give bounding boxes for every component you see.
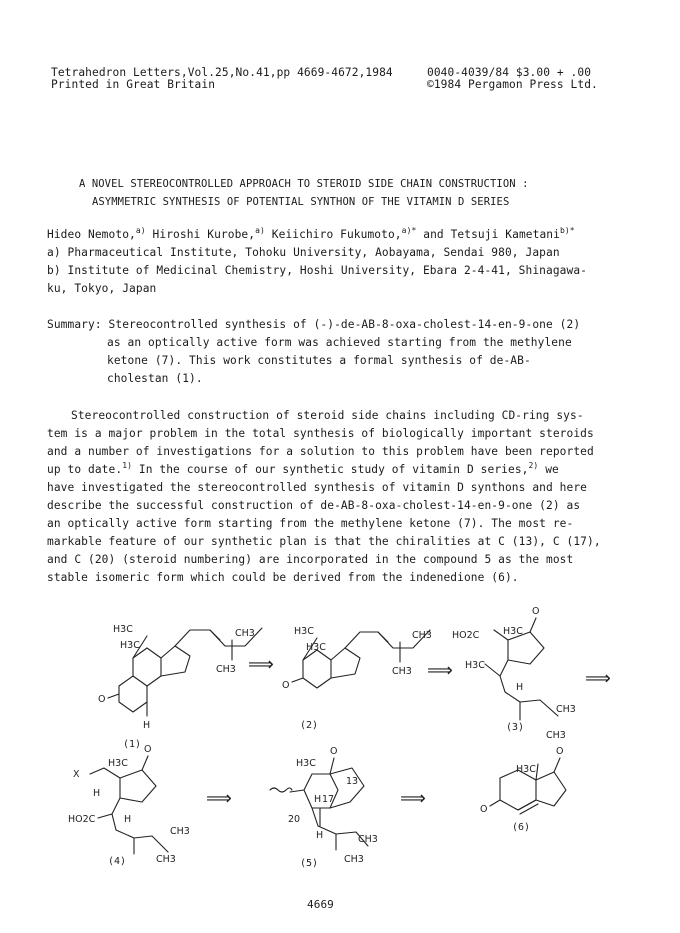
retro-arrow: ⟹	[427, 660, 453, 681]
h3c-label: H3C	[306, 642, 326, 653]
author-kurobe: Hiroshi Kurobe,	[145, 228, 256, 241]
author-affil-mark: a)	[135, 226, 146, 235]
body-line: and C (20) (steroid numbering) are incorporated in the compound 5 as the most	[47, 553, 574, 566]
oxygen-label: O	[480, 804, 488, 815]
page-number: 4669	[307, 898, 334, 911]
copyright: ©1984 Pergamon Press Ltd.	[427, 78, 598, 91]
affiliation-a: a) Pharmaceutical Institute, Tohoku University, Aobayama, Sendai 980, Japan	[47, 246, 560, 259]
h3c-label: H3C	[120, 640, 140, 651]
hydrogen-label: H	[143, 720, 151, 731]
compound-label-3: (3)	[506, 722, 525, 733]
compound-label-6: (6)	[512, 822, 531, 833]
body-line: Stereocontrolled construction of steroid side chains including CD-ring sys-	[71, 409, 584, 422]
ch3-label: CH3	[216, 664, 236, 675]
h3c-label: H3C	[108, 758, 128, 769]
summary-line-2: as an optically active form was achieved starting from the methylene	[107, 336, 572, 349]
affiliation-b-cont: ku, Tokyo, Japan	[47, 282, 157, 295]
summary-line-3: ketone (7). This work constitutes a formal synthesis of de-AB-	[107, 354, 531, 367]
x-label: X	[73, 769, 80, 780]
hydrogen-label: H	[316, 830, 324, 841]
h3c-label: H3C	[465, 660, 485, 671]
body-text: we	[538, 463, 559, 476]
body-line: tem is a major problem in the total synthesis of biologically important steroids	[47, 427, 594, 440]
compound-label-1: (1)	[123, 739, 142, 750]
hydrogen-label: H	[124, 814, 132, 825]
author-fukumoto: Keiichiro Fukumoto,	[264, 228, 402, 241]
ch3-label: CH3	[170, 826, 190, 837]
ch3-label: CH3	[358, 834, 378, 845]
carbon-number: 20	[288, 814, 301, 825]
ho2c-label: HO2C	[452, 630, 480, 641]
compound-1-structure	[98, 624, 262, 750]
compound-3-structure	[452, 606, 576, 741]
h3c-label: H3C	[294, 626, 314, 637]
body-line: stable isomeric form which could be derived from the indenedione (6).	[47, 571, 519, 584]
oxygen-label: O	[98, 694, 106, 705]
author-affil-mark: a)*	[401, 226, 417, 235]
body-line: describe the successful construction of de-AB-8-oxa-cholest-14-en-9-one (2) as	[47, 499, 581, 512]
compound-6-structure	[480, 746, 566, 833]
h3c-label: H3C	[516, 764, 536, 775]
hydrogen-label: H	[516, 682, 524, 693]
oxygen-label: O	[330, 746, 338, 757]
compound-label-2: (2)	[300, 720, 319, 731]
h3c-label: H3C	[113, 624, 133, 635]
body-line: markable feature of our synthetic plan is that the chiralities at C (13), C (17),	[47, 535, 601, 548]
affiliation-b: b) Institute of Medicinal Chemistry, Hoshi University, Ebara 2-4-41, Shinagawa-	[47, 264, 587, 277]
journal-citation: Tetrahedron Letters,Vol.25,No.41,pp 4669-4672,1984	[51, 66, 393, 79]
summary-line-4: cholestan (1).	[107, 372, 203, 385]
carbon-number: 17	[322, 794, 335, 805]
ch3-label: CH3	[156, 854, 176, 865]
oxygen-label: O	[282, 680, 290, 691]
hydrogen-label: H	[93, 788, 101, 799]
author-affil-mark: a)	[255, 226, 265, 235]
body-text: up to date.	[47, 463, 123, 476]
compound-label-5: (5)	[300, 858, 319, 869]
body-line: an optically active form starting from the methylene ketone (7). The most re-	[47, 517, 574, 530]
reference-mark: 2)	[528, 461, 539, 470]
compound-label-4: (4)	[108, 856, 127, 867]
paper-title-line-1: A NOVEL STEREOCONTROLLED APPROACH TO STEROID SIDE CHAIN CONSTRUCTION :	[79, 178, 529, 190]
ch3-label: CH3	[344, 854, 364, 865]
body-line: have investigated the stereocontrolled synthesis of vitamin D synthons and here	[47, 481, 587, 494]
compound-4-structure	[68, 744, 190, 867]
retro-arrow: ⟹	[400, 788, 426, 809]
ch3-label: CH3	[546, 730, 566, 741]
price-code: 0040-4039/84 $3.00 + .00	[427, 66, 592, 79]
body-text: In the course of our synthetic study of vitamin D series,	[132, 463, 529, 476]
h3c-label: H3C	[503, 626, 523, 637]
oxygen-label: O	[556, 746, 564, 757]
ch3-label: CH3	[556, 704, 576, 715]
reference-mark: 1)	[122, 461, 133, 470]
retro-arrow: ⟹	[248, 654, 274, 675]
oxygen-label: O	[532, 606, 540, 617]
ch3-label: CH3	[235, 628, 255, 639]
ch3-label: CH3	[412, 630, 432, 641]
paper-title-line-2: ASYMMETRIC SYNTHESIS OF POTENTIAL SYNTHON OF THE VITAMIN D SERIES	[92, 196, 510, 208]
hydrogen-label: H	[314, 794, 322, 805]
author-kametani: and Tetsuji Kametani	[416, 228, 560, 241]
retro-arrow: ⟹	[585, 668, 611, 689]
author-affil-mark: b)*	[559, 226, 575, 235]
compound-5-structure	[270, 746, 378, 869]
ho2c-label: HO2C	[68, 814, 96, 825]
ch3-label: CH3	[392, 666, 412, 677]
body-line: and a number of investigations for a solution to this problem have been reported	[47, 445, 594, 458]
h3c-label: H3C	[296, 758, 316, 769]
printed-location: Printed in Great Britain	[51, 78, 216, 91]
carbon-number: 13	[346, 776, 359, 787]
author-nemoto: Hideo Nemoto,	[47, 228, 136, 241]
summary-line-1: Summary: Stereocontrolled synthesis of (-)-de-AB-8-oxa-cholest-14-en-9-one (2)	[47, 318, 581, 331]
retro-arrow: ⟹	[206, 788, 232, 809]
compound-2-structure	[282, 626, 432, 731]
oxygen-label: O	[144, 744, 152, 755]
